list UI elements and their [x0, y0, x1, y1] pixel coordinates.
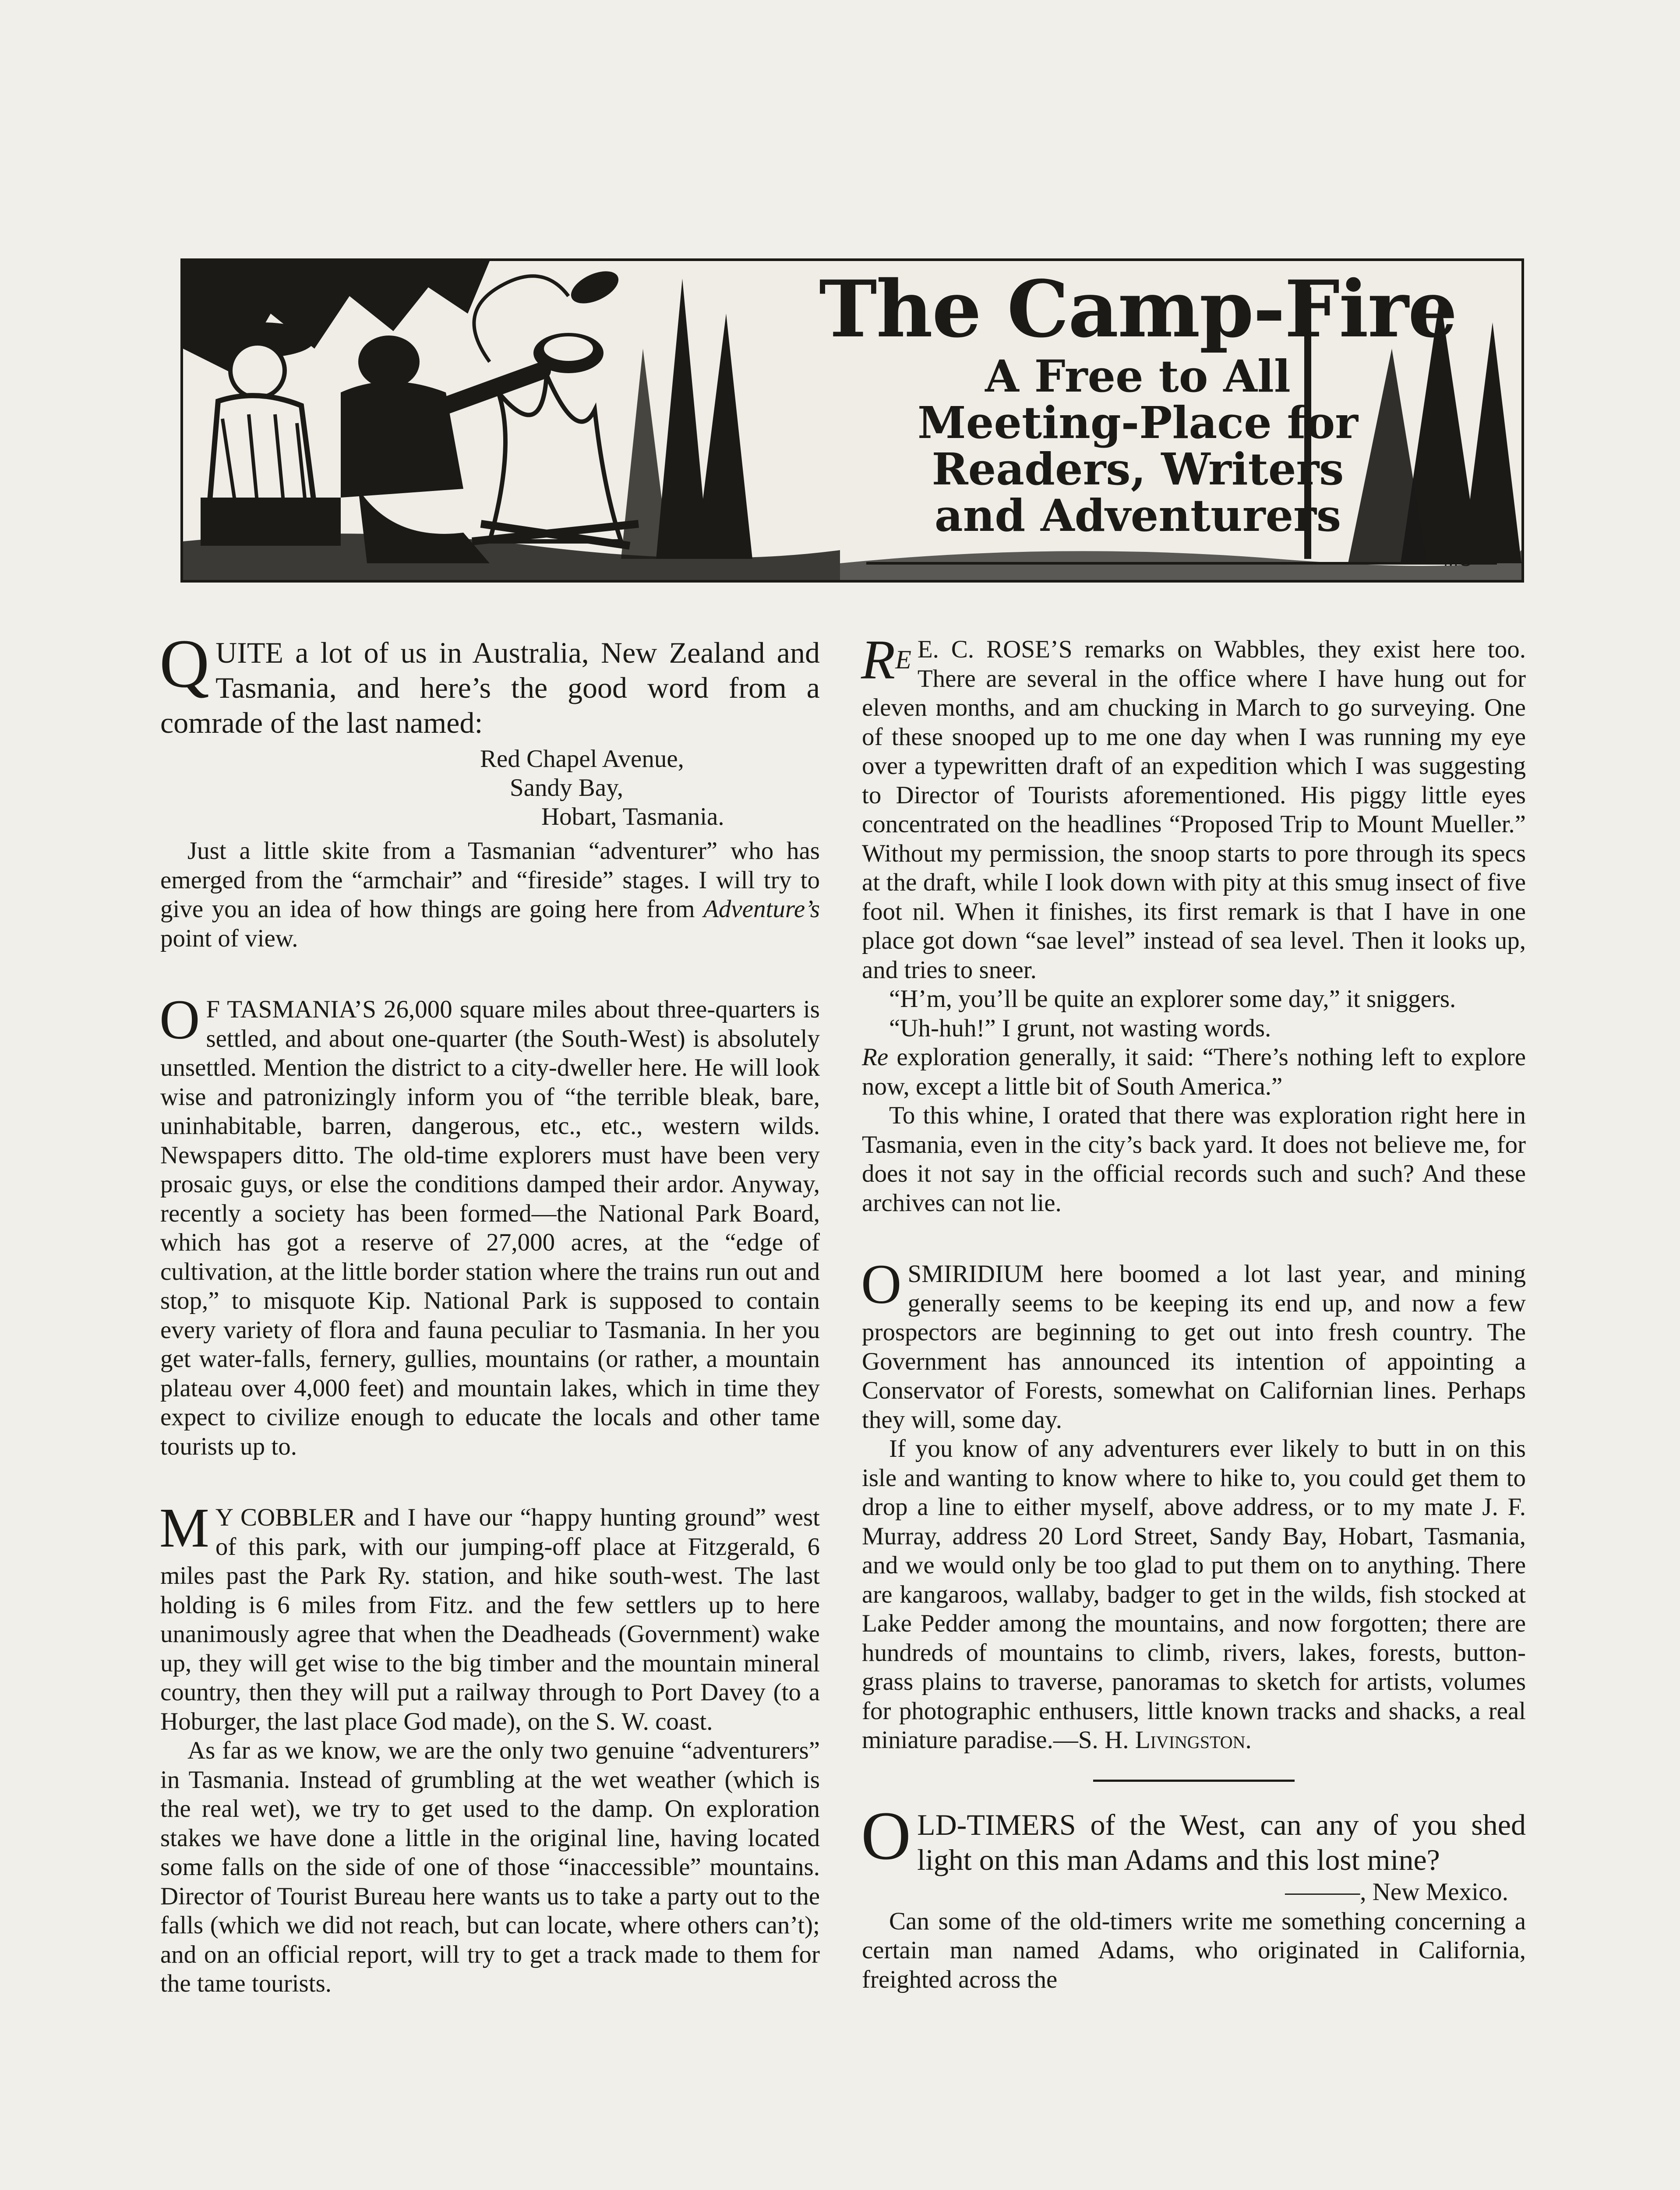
left-section-3-paragraph-2: As far as we know, we are the only two genuine “adventurers” in Tasmania. Instead of grumbling at the wet weather (which is the real wet), we try to get used to the damp. On exploration stakes we have done a little in the original line, having located some falls on the side of one of those “inaccessible” mountains. Director of Tourist Bureau here wants us to take a party out to the falls (which we did not reach, but can locate, where others can’t); and on an official report, will try to get a track made to them for the tame tourists.	[160, 1737, 820, 1997]
section-divider	[1093, 1780, 1295, 1782]
left-column	[159, 625, 820, 1999]
right-section-3-paragraph-1: Can some of the old-timers write me something concerning a certain man named Adams, who originated in California, freighted across the	[862, 1907, 1526, 1993]
paragraph-text: point of view.	[160, 924, 298, 952]
letter-address	[160, 745, 820, 831]
paragraph-text: Y COBBLER and I have our “happy hunting ground” west of this park, with our jumping-off place at Fitzgerald, 6 miles past the Park Ry. station, and hike south-west. The last holding is 6 miles from Fitz. and the few settlers up to here unanimously agree that when the Deadheads (Government) wake up, they will get wise to the big timber and the mountain mineral country, then they will put a railway through to Port Davey (to a Hoburger, the last place God made), on the S. W. coast.	[160, 1504, 820, 1735]
left-section-3-paragraph-1	[159, 1497, 820, 1736]
banner-titles	[770, 265, 1506, 539]
right-section-2-paragraph-1	[861, 1253, 1526, 1434]
italic-word: Re	[862, 1043, 889, 1071]
drop-cap: $R^E$	[861, 629, 911, 691]
letter-dateline: ———, New Mexico.	[1285, 1878, 1508, 1906]
illustrator-initials: MS	[1444, 551, 1473, 570]
address-line-2: Sandy Bay,	[510, 774, 624, 802]
right-section-3-lead	[861, 1797, 1526, 1877]
banner-title: The Camp-Fire	[819, 263, 1457, 355]
paragraph-text: F TASMANIA’S 26,000 square miles about three-quarters is settled, and about one-quarter (the South-West) is absolutely unsettled. Mention the district to a city-dweller here. He will look wise and patronizingly inform you of “the terrible bleak, bare, uninhabitable, barren, dangerous, etc., etc., western wilds. Newspapers ditto. The old-time explorers must have been very prosaic guys, or else the conditions damped their ardor. Anyway, recently a society has been formed—the National Park Board, which has got a reserve of 27,000 acres, at the “edge of cultivation, at the little border station where the trains run out and stop,” to misquote Kip. National Park is supposed to contain every variety of flora and fauna peculiar to Tasmania. In her you get water-falls, fernery, gullies, mountains (or rather, a mountain plateau over 4,000 feet) and mountain lakes, which in time they expect to civilize enough to educate the locals and other tame tourists up to.	[160, 996, 820, 1460]
paragraph-text: SMIRIDIUM here boomed a lot last year, and mining generally seems to be keeping its end up, and now a few prospectors are beginning to get out into fresh country. The Government has announced its intention of appointing a Conservator of Forests, somewhat on Californian lines. Perhaps they will, some day.	[862, 1260, 1526, 1434]
right-section-1-paragraph-3: “Uh-huh!” I grunt, not wasting words.	[889, 1014, 1271, 1042]
paragraph-text: E. C. ROSE’S remarks on Wabbles, they exist here too. There are several in the office where I have hung out for eleven months, and am chucking in March to go surveying. One of these snooped up to me one day when I was running my eye over a typewritten draft of an expedition which I was suggesting to Director of Tourists aforementioned. His piggy little eyes concentrated on the headlines “Proposed Trip to Mount Mueller.” Without my permission, the snoop starts to pore through its specs at the draft, while I look down with pity at this smug insect of five foot nil. When it finishes, its first remark is that I have in one place got down “sae level” instead of sea level. Then it looks up, and tries to sneer.	[862, 636, 1526, 984]
right-section-1-paragraph-4	[862, 1043, 1526, 1101]
signature: Livingston.	[1135, 1726, 1252, 1754]
drop-cap: O	[861, 1253, 902, 1315]
flapjack	[566, 265, 623, 310]
paragraph-text: Just a little skite from a Tasmanian “adventurer” who has emerged from the “armchair” and “fireside” stages. I will try to give you an idea of how things are going here from	[160, 837, 820, 923]
right-section-1-paragraph-5: To this whine, I orated that there was exploration right here in Tasmania, even in the city’s back yard. It does not believe me, for does it not say in the official records such and such? And these archives can not lie.	[862, 1102, 1526, 1217]
right-section-2-paragraph-2	[862, 1434, 1526, 1755]
drop-cap: O	[861, 1797, 911, 1874]
right-section-1-paragraph-2: “H’m, you’ll be quite an explorer some day,” it sniggers.	[889, 985, 1456, 1013]
address-line-3: Hobart, Tasmania.	[541, 803, 724, 830]
right-section-1-paragraph-1	[861, 629, 1526, 985]
banner-subtitle-line-3: Readers, Writers	[932, 443, 1344, 495]
lead-text: LD-TIMERS of the West, can any of you shed light on this man Adams and this lost mine?	[917, 1808, 1526, 1876]
drop-cap: O	[159, 989, 200, 1051]
drop-cap: M	[159, 1497, 209, 1559]
banner-subtitle-line-1: A Free to All	[985, 350, 1291, 402]
paragraph-text: If you know of any adventurers ever likely to butt in on this isle and wanting to know where to hike to, you could get them to drop a line to either myself, above address, or to my mate J. F. Murray, address 20 Lord Street, Sandy Bay, Hobart, Tasmania, and we would only be too glad to put them on to anything. There are kangaroos, wallaby, badger to get in the wilds, fish stocked at Lake Pedder among the mountains, and now forgotten; there are hundreds of mountains to climb, rivers, lakes, forests, button-grass plains to traverse, panoramas to sketch for artists, volumes for photographic enthusers, little known tracks and shacks, a real miniature paradise.—S. H.	[862, 1435, 1526, 1754]
address-line-1: Red Chapel Avenue,	[480, 745, 684, 773]
banner-subtitle-line-2: Meeting-Place for	[918, 397, 1358, 449]
right-column	[861, 629, 1526, 1994]
paragraph-text: exploration generally, it said: “There’s nothing left to explore now, except a little bit of South America.”	[862, 1043, 1526, 1100]
lead-text: UITE a lot of us in Australia, New Zealand and Tasmania, and here’s the good word from a comrade of the last named:	[160, 636, 820, 739]
left-section-1-paragraph	[160, 837, 820, 953]
campfire-flames	[490, 375, 621, 541]
left-section-2-paragraph	[159, 989, 820, 1461]
banner-subtitle-line-4: and Adventurers	[934, 490, 1341, 541]
magazine-name: Adventure’s	[703, 895, 820, 923]
pine-trees-left	[621, 279, 752, 559]
drop-cap: Q	[159, 625, 210, 702]
left-section-1-lead	[159, 625, 820, 740]
camp-fire-banner	[180, 258, 1524, 583]
